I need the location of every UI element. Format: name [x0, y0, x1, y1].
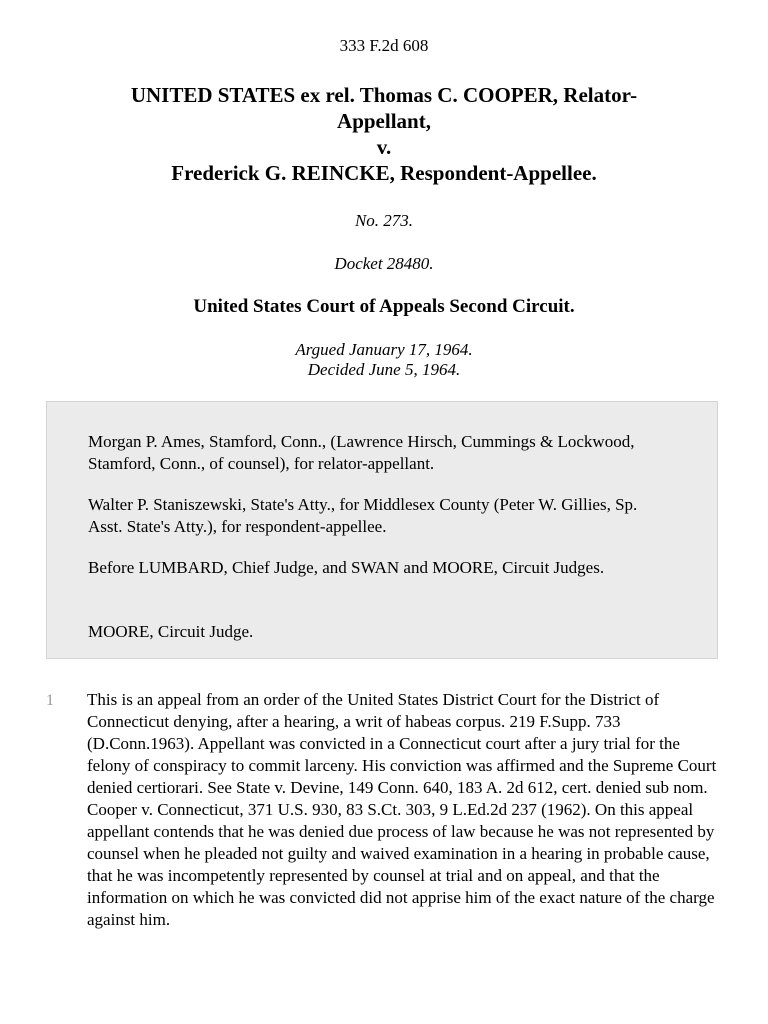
case-dates: [0, 340, 768, 380]
case-title-line: UNITED STATES ex rel. Thomas C. COOPER, Relator-: [130, 83, 638, 107]
docket-number: Docket 28480.: [334, 254, 434, 273]
case-title-line: Appellant,: [337, 109, 431, 133]
argued-date: Argued January 17, 1964.: [295, 340, 473, 359]
court-name: United States Court of Appeals Second Circuit.: [193, 296, 575, 317]
case-citation: 333 F.2d 608: [339, 36, 429, 55]
case-title: [60, 82, 708, 186]
counsel-box: [46, 401, 718, 659]
relator-counsel: Morgan P. Ames, Stamford, Conn., (Lawrence Hirsch, Cummings & Lockwood, Stamford, Conn., of counsel), for relator-appellant.: [88, 432, 635, 473]
opinion-author: MOORE, Circuit Judge.: [88, 622, 254, 641]
case-title-line: v.: [376, 135, 392, 159]
paragraph-number: 1: [46, 692, 54, 709]
respondent-counsel: Walter P. Staniszewski, State's Atty., for Middlesex County (Peter W. Gillies, Sp. Asst. State's Atty.), for respondent-appellee.: [88, 495, 638, 536]
case-title-line: Frederick G. REINCKE, Respondent-Appellee.: [171, 161, 597, 185]
judges-panel: Before LUMBARD, Chief Judge, and SWAN and MOORE, Circuit Judges.: [88, 558, 605, 577]
decided-date: Decided June 5, 1964.: [307, 360, 461, 379]
case-number: No. 273.: [354, 211, 414, 230]
opinion-paragraph: This is an appeal from an order of the United States District Court for the District of Connecticut denying, after a hearing, a writ of habeas corpus. 219 F.Supp. 733 (D.Conn.1963). Appellant was convicted in a Connecticut court after a jury trial for the felony of conspiracy to commit larceny. His conviction was affirmed and the Supreme Court denied certiorari. See State v. Devine, 149 Conn. 640, 183 A. 2d 612, cert. denied sub nom. Cooper v. Connecticut, 371 U.S. 930, 83 S.Ct. 303, 9 L.Ed.2d 237 (1962). On this appeal appellant contends that he was denied due process of law because he was not represented by counsel when he pleaded not guilty and waived examination in a hearing in probable cause, that he was incompetently represented by counsel at trial and on appeal, and that the information on which he was convicted did not apprise him of the exact nature of the charge against him.: [87, 690, 717, 929]
